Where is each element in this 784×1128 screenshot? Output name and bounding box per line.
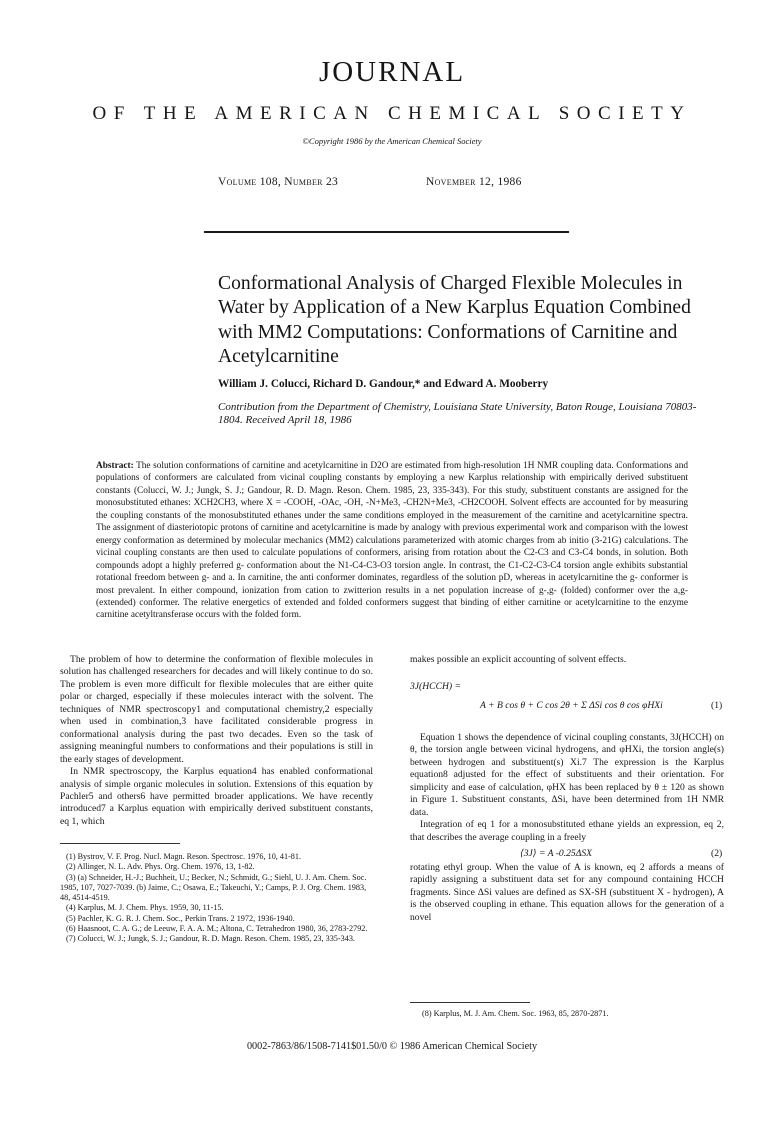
article-title: Conformational Analysis of Charged Flexible Molecules in Water by Application of a New Karplus Equation Combined with MM2 Computations: Conformations of Carnitine and Acetylcarnitine [218,273,691,368]
abstract-text: The solution conformations of carnitine and acetylcarnitine in D2O are estimated from high-resolution 1H NMR coupling data. Conformations and populations of conformers are calculated from vicinal coupling constants by employing a new Karplus relationship with empirically derived substituent constants (Colucci, W. J.; Jungk, S. J.; Gandour, R. D. Magn. Reson. Chem. 1985, 23, 335-343). For this study, substituent constants are assigned for the monosubstituted ethanes: XCH2CH3, where X = -COOH, -OAc, -OH, -N+Me3, -CH2N+Me3, -CH2COOH. Solvent effects are accounted for by measuring the coupling constants of the monosubstituted ethanes under the same conditions employed in the measurement of the carnitine and acetylcarnitine spectra. The assignment of diasteriotopic protons of carnitine and acetylcarnitine is made by analogy with previous experimental work and comparison with the lowest energy conformation as determined by molecular mechanics (MM2) calculations parameterized with atomic charges from ab initio (3-21G) calculations. The vicinal coupling constants are then used to calculate populations of conformers, arising from rotation about the C2-C3 and C3-C4 bonds, in solution. Both compounds adopt a highly preferred g- conformation about the N1-C4-C3-O3 torsion angle. In contrast, the C1-C2-C3-C4 torsion angle exhibits substantial rotational freedom between g- and a. In carnitine, the anti conformer dominates, regardless of the solution pD, whereas in acetylcarnitine the g- conformer is most prevalent. In either compound, ionization from cation to zwitterion results in a net population increase of g-,g- (folded) conformer over the a,g- (extended) conformer. The relative energetics of extended and folded conformers suggest that binding of either carnitine or acetylcarnitine to the enzyme carnitine acetyltransferase occurs with the folded form. [96,461,689,621]
footnote: (5) Pachler, K. G. R. J. Chem. Soc., Perkin Trans. 2 1972, 1936-1940. [66,913,295,923]
body-paragraph: makes possible an explicit accounting of solvent effects. [410,654,627,665]
equation-2: ⟨3J⟩ = A -0.25ΔSX [520,848,592,859]
body-column-right-intro [410,654,724,666]
equation-1-label: 3J(HCCH) = [410,681,461,692]
equation-1-number: (1) [711,700,723,711]
body-paragraph: Equation 1 shows the dependence of vicinal coupling constants, 3J(HCCH) on θ, the torsion angle between vicinal hydrogens, and φHXi, the torsion angle(s) between hydrogen and substituent(s) Xi.7 The expression is the Karplus equation8 adjusted for the effect of substituents and their orientation. For simplicity and ease of calculation, φHX has been replaced by θ ± 120 as shown in Figure 1. Substituent constants, ΔSi, have been determined from 1H NMR data. [410,732,724,818]
body-column-right [410,732,724,844]
footnote: (8) Karplus, M. J. Am. Chem. Soc. 1963, 85, 2870-2871. [422,1009,609,1018]
footnote: (3) (a) Schneider, H.-J.; Buchheit, U.; Becker, N.; Schmidt, G.; Siehl, U. J. Am. Chem. Soc. 1985, 107, 7027-7039. (b) Jaime, C.; Osawa, E.; Takeuchi, Y.; Camps, P. J. Org. Chem. 1983, 48, 4514-4519. [60,872,367,903]
author-list: William J. Colucci, Richard D. Gandour,* and Edward A. Mooberry [218,378,549,390]
abstract [96,460,688,622]
equation-1: A + B cos θ + C cos 2θ + Σ ΔSi cos θ cos φHXi [480,700,663,711]
footnotes-right [416,1009,730,1019]
page-footer: 0002-7863/86/1508-7141$01.50/0 © 1986 American Chemical Society [246,1041,538,1052]
equation-2-number: (2) [711,848,723,859]
copyright-notice: ©Copyright 1986 by the American Chemical Society [302,136,482,146]
header-rule [204,231,569,233]
footnote: (2) Allinger, N. L. Adv. Phys. Org. Chem. 1976, 13, 1-82. [66,862,255,872]
body-paragraph: Integration of eq 1 for a monosubstituted ethane yields an expression, eq 2, that describes the average coupling in a freely [410,819,724,843]
body-paragraph: The problem of how to determine the conformation of flexible molecules in solution has challenged researchers for decades and will likely continue to do so. The problem is even more difficult for flexible molecules that are either quite polar or charged, especially if these molecules interact with the solvent. The techniques of NMR spectroscopy1 and computational chemistry,2 especially when used in combination,3 have facilitated considerable progress in conformational analysis during the past two decades. Even so the task of assigning meaningful numbers to conformations and their populations is still in the early stages of development. [60,654,373,765]
footnotes-left [60,852,373,945]
body-column-right-continued [410,862,724,924]
footnote-rule [410,1002,530,1003]
footnote: (7) Colucci, W. J.; Jungk, S. J.; Gandour, R. D. Magn. Reson. Chem. 1985, 23, 335-343. [66,934,355,944]
issue-date: November 12, 1986 [426,176,522,188]
footnote: (1) Bystrov, V. F. Prog. Nucl. Magn. Reson. Spectrosc. 1976, 10, 41-81. [66,852,302,861]
journal-title: JOURNAL [318,56,466,88]
affiliation: Contribution from the Department of Chemistry, Louisiana State University, Baton Rouge, Louisiana 70803-1804. Received April 18, 1986 [218,401,697,427]
footnote-rule [60,843,180,844]
body-column-left [60,654,373,828]
volume-number: Volume 108, Number 23 [218,176,339,188]
journal-subtitle: OF THE AMERICAN CHEMICAL SOCIETY [92,103,692,124]
body-paragraph: rotating ethyl group. When the value of A is known, eq 2 affords a means of rapidly assigning a substituent data set for any compound containing HCCH fragments. Since ΔSi values are defined as SX-SH (substituent X - hydrogen), A is the observed coupling in ethane. This equation allows for the generation of a novel [410,862,724,923]
footnote: (6) Haasnoot, C. A. G.; de Leeuw, F. A. A. M.; Altona, C. Tetrahedron 1980, 36, 2783-2792. [66,924,368,934]
abstract-label: Abstract: [96,461,134,471]
body-paragraph: In NMR spectroscopy, the Karplus equation4 has enabled conformational analysis of simple organic molecules in solution. Extensions of this equation by Pachler5 and others6 have permitted broader applications. We have recently introduced7 a Karplus equation with empirically derived substituent constants, eq 1, which [60,766,373,827]
footnote: (4) Karplus, M. J. Chem. Phys. 1959, 30, 11-15. [66,903,224,913]
